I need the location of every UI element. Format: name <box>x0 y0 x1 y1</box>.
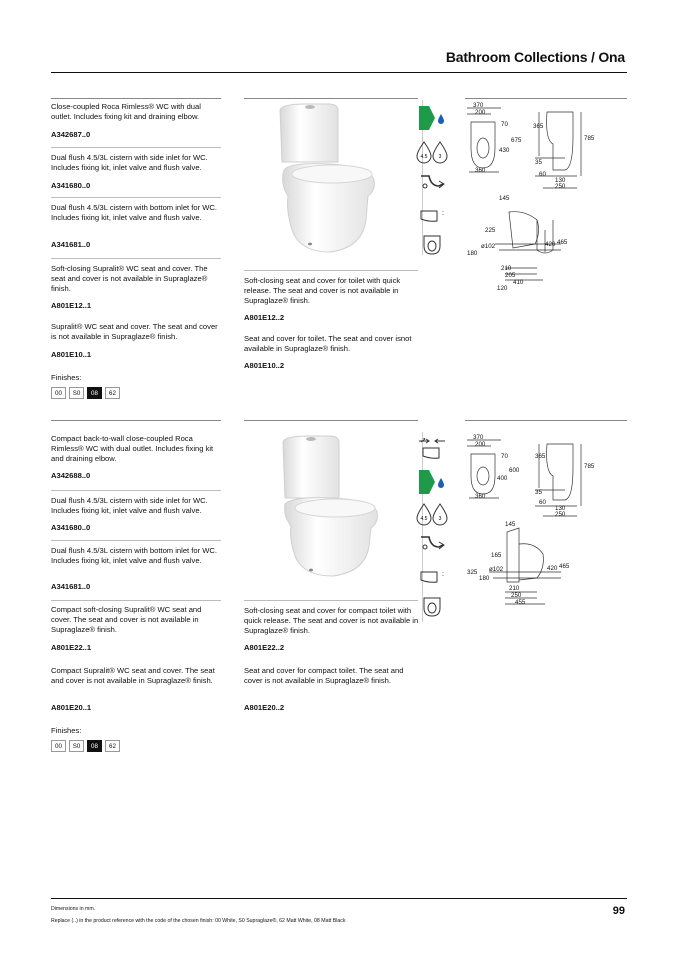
dimension-label: 600 <box>509 467 520 474</box>
dimension-label: 145 <box>505 521 516 528</box>
dimension-label: 205 <box>505 272 516 279</box>
soft-close-icon <box>417 566 447 588</box>
dimension-label: 210 <box>509 585 520 592</box>
product-description: Dual flush 4.5/3L cistern with side inlet for WC. Includes fixing kit, inlet valve and flush valve. <box>51 496 208 516</box>
dimension-label: 675 <box>511 137 522 144</box>
rule <box>51 197 221 198</box>
svg-text::: : <box>442 210 444 217</box>
dimension-label: 250 <box>555 511 566 518</box>
flush-label: 3 <box>438 154 442 160</box>
dimension-label: 200 <box>475 441 486 448</box>
product-code: A801E22..2 <box>244 643 285 652</box>
technical-drawing <box>465 100 597 296</box>
rule <box>51 490 221 491</box>
dimension-label: 70 <box>501 121 508 128</box>
finish-swatch-matt-black: 08 <box>87 387 102 399</box>
rule <box>51 420 221 421</box>
wall-outlet-icon <box>417 533 447 555</box>
dimension-label: 60 <box>539 499 546 506</box>
dimension-label: 370 <box>473 434 484 441</box>
dimension-label: 165 <box>491 552 502 559</box>
finish-swatch-white: 00 <box>51 387 66 399</box>
rule <box>51 540 221 541</box>
dimension-label: 360 <box>475 493 486 500</box>
dimension-label: 130 <box>555 505 566 512</box>
dimension-label: 35 <box>535 159 542 166</box>
product-description: Seat and cover for toilet. The seat and cover isnot available in Supraglaze® finish. <box>244 334 412 354</box>
footer-note: Dimensions in mm. <box>51 906 96 912</box>
dimension-label: 420 <box>545 241 556 248</box>
rule <box>465 420 627 421</box>
seat-icon <box>419 232 445 256</box>
svg-text::: : <box>442 571 444 578</box>
dimension-label: 180 <box>467 250 478 257</box>
product-code: A341680..0 <box>51 181 91 190</box>
product-code: A342687..0 <box>51 130 91 139</box>
rule <box>51 600 221 601</box>
finish-swatch-supraglaze: S0 <box>69 740 84 752</box>
page-title: Bathroom Collections / Ona <box>445 49 625 65</box>
product-code: A342688..0 <box>51 471 91 480</box>
back-to-wall-icon <box>417 438 447 462</box>
dimension-label: 420 <box>547 565 558 572</box>
dimension-label: 145 <box>499 195 510 202</box>
rimless-drop-icon <box>417 468 449 496</box>
finish-swatch-matt-white: 62 <box>105 740 120 752</box>
product-description: Soft-closing seat and cover for compact toilet with quick release. The seat and cover is not available in Supraglaze® finish. <box>244 606 419 636</box>
finish-swatch-matt-black: 08 <box>87 740 102 752</box>
product-description: Supralit® WC seat and cover. The seat and cover is not available in Supraglaze® finish. <box>51 322 218 342</box>
rule <box>244 420 418 421</box>
dual-flush-icon <box>415 140 449 166</box>
product-code: A801E20..1 <box>51 703 92 712</box>
soft-close-icon <box>417 205 447 227</box>
dimension-label: 200 <box>475 109 486 116</box>
finish-swatch-matt-white: 62 <box>105 387 120 399</box>
dimension-label: 455 <box>515 599 526 606</box>
dimension-label: 210 <box>501 265 512 272</box>
dimension-label: 370 <box>473 102 484 109</box>
dimension-label: 60 <box>539 171 546 178</box>
product-description: Close-coupled Roca Rimless® WC with dual outlet. Includes fixing kit and draining elbow. <box>51 102 201 122</box>
dimension-label: 250 <box>511 592 522 599</box>
dimension-label: 410 <box>513 279 524 286</box>
product-description: Dual flush 4.5/3L cistern with side inlet for WC. Includes fixing kit, inlet valve and flush valve. <box>51 153 208 173</box>
dimension-label: 785 <box>584 463 595 470</box>
product-code: A801E10..1 <box>51 350 92 359</box>
rule <box>465 98 627 99</box>
product-code: A801E12..2 <box>244 313 285 322</box>
seat-icon <box>419 594 445 618</box>
header-rule <box>51 72 627 73</box>
toilet-product-photo <box>275 432 383 582</box>
dimension-label: 325 <box>467 569 478 576</box>
product-description: Dual flush 4.5/3L cistern with bottom inlet for WC. Includes fixing kit, inlet valve and flush valve. <box>51 203 218 223</box>
product-code: A801E22..1 <box>51 643 92 652</box>
finish-swatch-supraglaze: S0 <box>69 387 84 399</box>
dimension-label: 465 <box>559 563 570 570</box>
dimension-label: 225 <box>485 227 496 234</box>
wall-outlet-icon <box>417 172 447 194</box>
product-code: A341681..0 <box>51 240 91 249</box>
dimension-label: ø102 <box>489 566 504 573</box>
finishes-label: Finishes: <box>51 373 82 382</box>
rule <box>51 258 221 259</box>
product-description: Compact Supralit® WC seat and cover. The seat and cover is not available in Supraglaze® finish. <box>51 666 215 686</box>
product-description: Dual flush 4.5/3L cistern with bottom inlet for WC. Includes fixing kit, inlet valve and flush valve. <box>51 546 218 566</box>
product-description: Soft-closing seat and cover for toilet with quick release. The seat and cover is not available in Supraglaze® finish. <box>244 276 401 306</box>
dimension-label: 130 <box>555 177 566 184</box>
product-code: A341680..0 <box>51 523 91 532</box>
dimension-label: 430 <box>499 147 510 154</box>
toilet-product-photo <box>270 100 380 260</box>
dimension-label: 180 <box>479 575 490 582</box>
product-code: A801E20..2 <box>244 703 285 712</box>
dimension-label: 465 <box>557 239 568 246</box>
rule <box>244 270 418 271</box>
footer-note: Replace (..) in the product reference with the code of the chosen finish: 00 White, S0 Supraglaze®, 62 Matt White, 08 Matt Black <box>51 918 346 924</box>
rule <box>51 98 221 99</box>
dimension-label: 785 <box>584 135 595 142</box>
product-description: Soft-closing Supralit® WC seat and cover. The seat and cover is not available in Supraglaze® finish. <box>51 264 208 294</box>
rule <box>51 147 221 148</box>
product-code: A341681..0 <box>51 582 91 591</box>
flush-label: 3 <box>438 516 442 522</box>
dimension-label: 70 <box>501 453 508 460</box>
rimless-drop-icon <box>417 104 449 132</box>
dimension-label: 35 <box>535 489 542 496</box>
dimension-label: 360 <box>475 167 486 174</box>
dimension-label: 365 <box>535 453 546 460</box>
flush-label: 4.5 <box>420 516 428 522</box>
finishes-label: Finishes: <box>51 726 82 735</box>
flush-label: 4.5 <box>420 154 428 160</box>
dimension-label: 250 <box>555 183 566 190</box>
dimension-label: 120 <box>497 285 508 292</box>
footer-rule <box>51 898 627 899</box>
product-description: Compact soft-closing Supralit® WC seat and cover. The seat and cover is not available in Supraglaze® finish. <box>51 605 202 635</box>
dual-flush-icon <box>415 502 449 528</box>
technical-drawing <box>465 432 597 612</box>
page-number: 99 <box>612 905 625 917</box>
product-code: A801E10..2 <box>244 361 285 370</box>
dimension-label: 400 <box>497 475 508 482</box>
dimension-label: 365 <box>533 123 544 130</box>
finish-swatch-white: 00 <box>51 740 66 752</box>
product-description: Compact back-to-wall close-coupled Roca Rimless® WC with dual outlet. Includes fixing kit and draining elbow. <box>51 434 214 464</box>
product-code: A801E12..1 <box>51 301 92 310</box>
rule <box>244 600 418 601</box>
rule <box>244 98 418 99</box>
product-description: Seat and cover for compact toilet. The seat and cover is not available in Supraglaze® finish. <box>244 666 404 686</box>
dimension-label: ø102 <box>481 243 496 250</box>
